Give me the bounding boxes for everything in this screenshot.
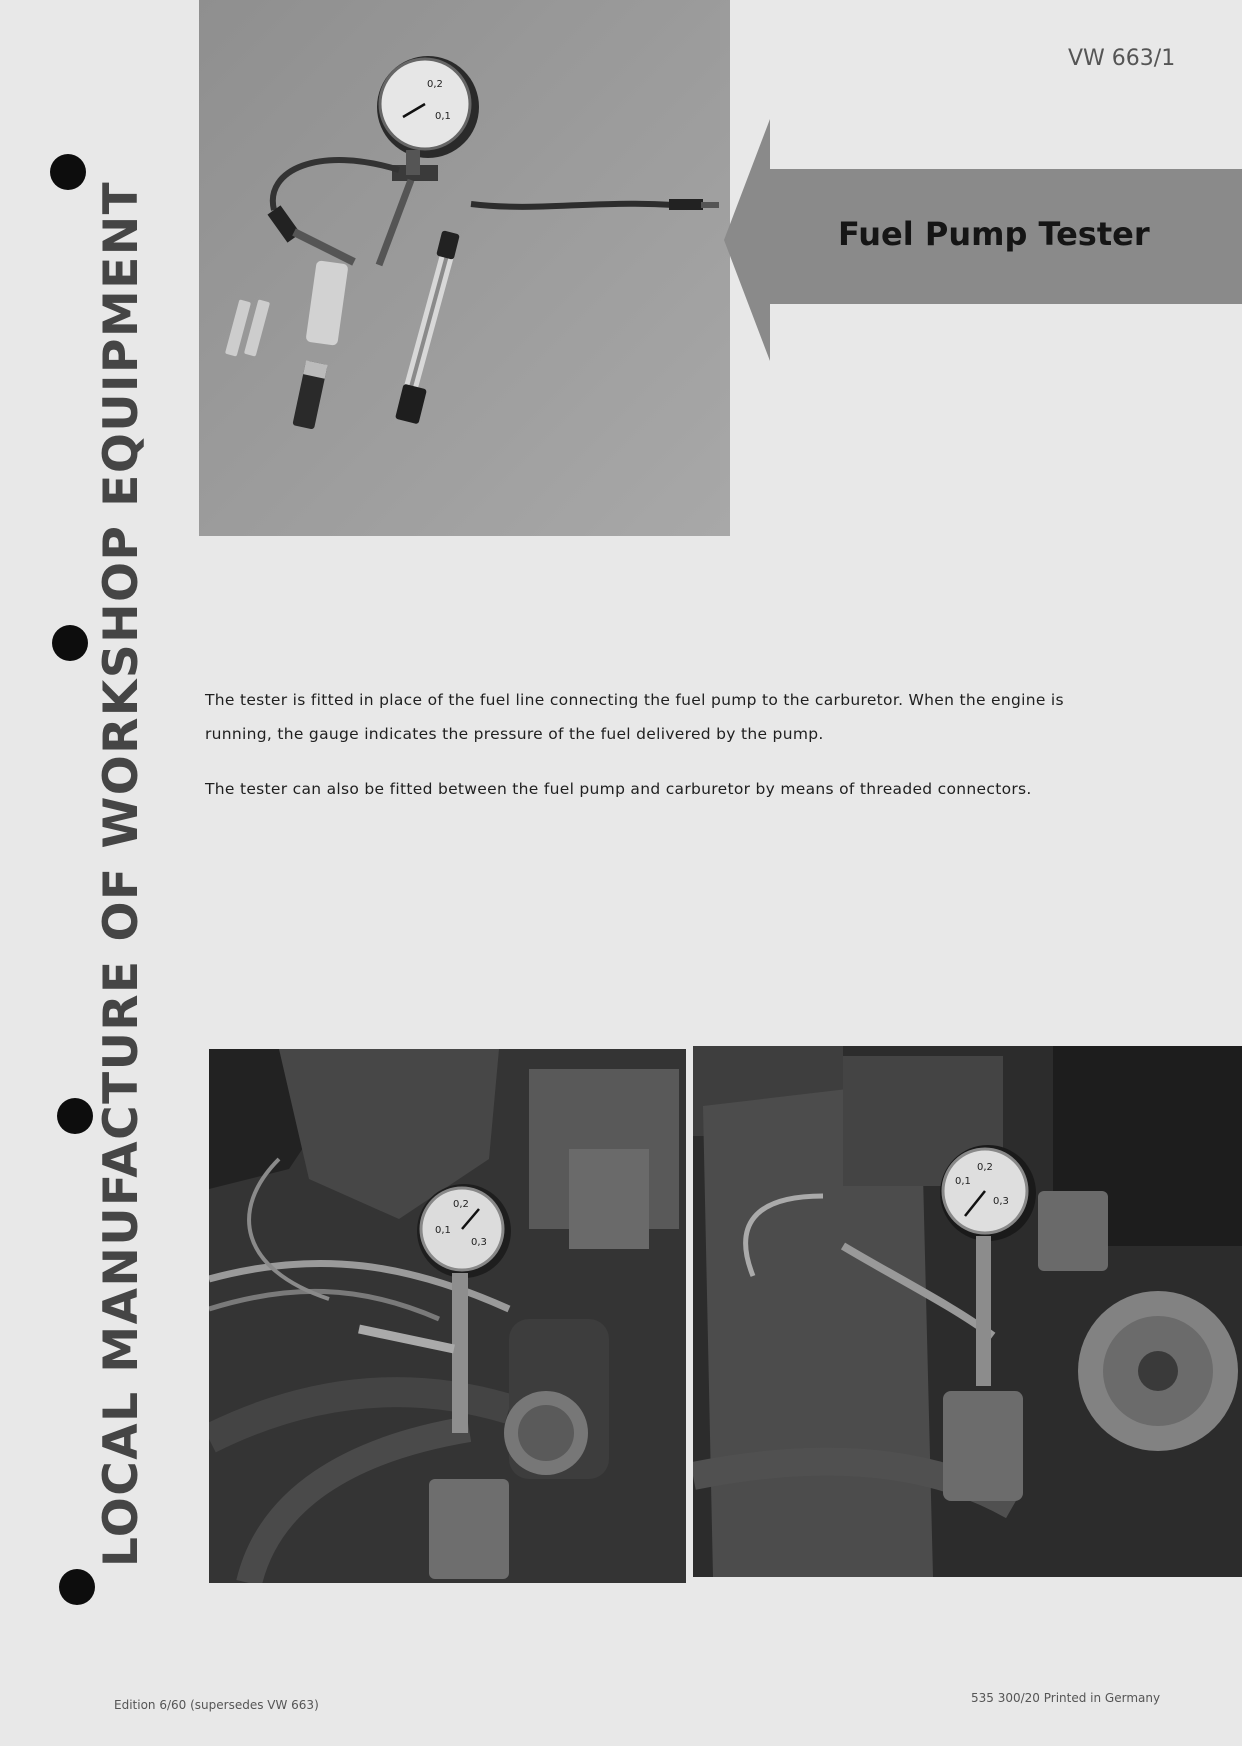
- document-number: VW 663/1: [1068, 46, 1176, 71]
- punch-hole: [52, 625, 88, 661]
- paragraph-connectors: The tester can also be fitted between the fuel pump and carburetor by means of threaded connectors.: [205, 779, 1032, 798]
- tester-photo: [199, 0, 730, 536]
- title: Fuel Pump Tester: [838, 215, 1150, 253]
- engine-photo-left: [209, 1049, 686, 1583]
- punch-hole: [59, 1569, 95, 1605]
- gauge-scale-label: 0,3: [471, 1237, 487, 1248]
- punch-hole: [50, 154, 86, 190]
- gauge-scale-label: 0,1: [435, 111, 451, 122]
- print-info: 535 300/20 Printed in Germany: [971, 1691, 1161, 1705]
- punch-hole: [57, 1098, 93, 1134]
- edition-note: Edition 6/60 (supersedes VW 663): [114, 1698, 319, 1712]
- side-title: LOCAL MANUFACTURE OF WORKSHOP EQUIPMENT: [94, 180, 149, 1567]
- gauge-scale-label: 0,1: [955, 1176, 971, 1187]
- gauge-scale-label: 0,2: [453, 1199, 469, 1210]
- paragraph-fitting: The tester is fitted in place of the fuel line connecting the fuel pump to the carburetor. When the engine is running, the gauge indicates the pressure of the fuel delivered by the pump.: [205, 690, 1064, 743]
- gauge-scale-label: 0,1: [435, 1225, 451, 1236]
- gauge-scale-label: 0,2: [427, 79, 443, 90]
- gauge-scale-label: 0,2: [977, 1162, 993, 1173]
- engine-photo-right: [693, 1046, 1242, 1577]
- gauge-scale-label: 0,3: [993, 1196, 1009, 1207]
